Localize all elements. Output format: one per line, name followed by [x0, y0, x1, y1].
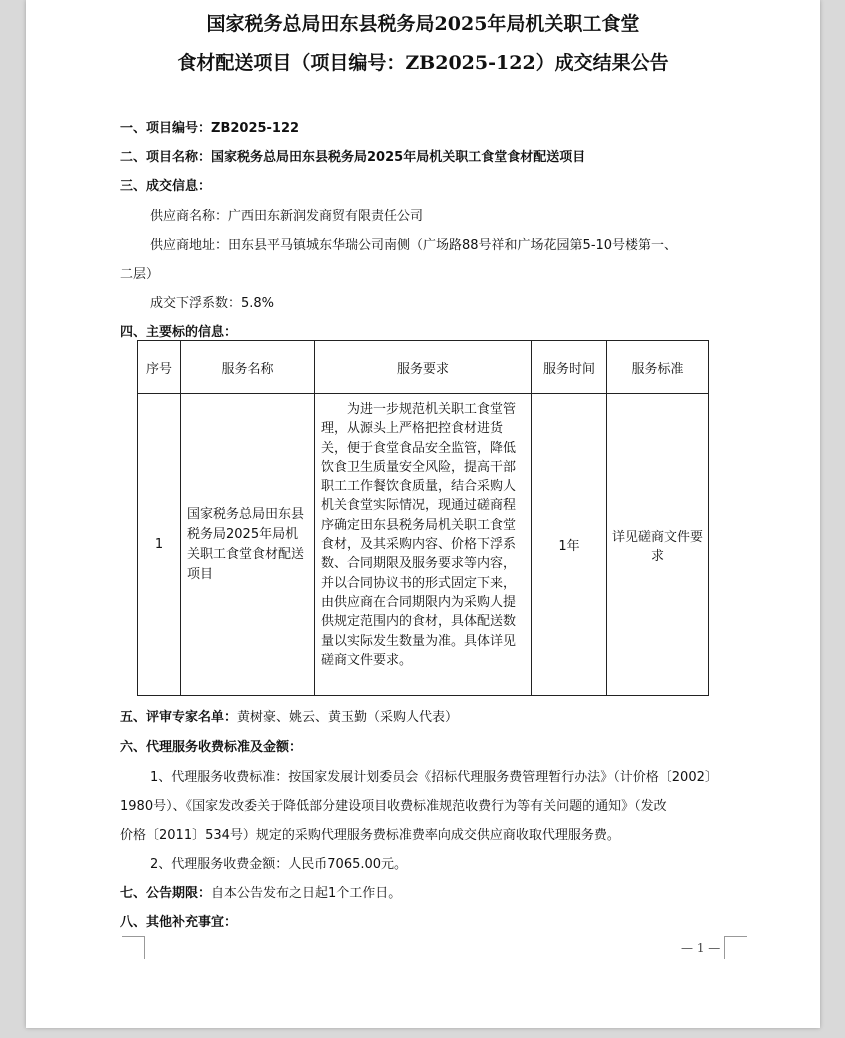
fee-standard-line-2: 1980号）、《国家发改委关于降低部分建设项目收费标准规范收费行为等有关问题的通知》（发改: [120, 799, 667, 814]
deal-info-heading: 三、成交信息：: [120, 179, 212, 194]
header-no: 序号: [138, 341, 181, 394]
header-requirement: 服务要求: [315, 341, 532, 394]
cell-requirement: [315, 394, 532, 696]
fee-standard-line-1: 1、代理服务收费标准：按国家发展计划委员会《招标代理服务费管理暂行办法》（计价格〔2002〕: [150, 770, 718, 785]
supplier-name: 供应商名称：广西田东新润发商贸有限责任公司: [150, 209, 424, 224]
section-label: 一、项目编号：: [120, 121, 212, 136]
fee-amount: 2、代理服务收费金额：人民币7065.00元。: [150, 857, 408, 872]
main-items-heading: 四、主要标的信息：: [120, 325, 238, 340]
header-service-standard: 服务标准: [607, 341, 709, 394]
title-line-1: 国家税务总局田东县税务局2025年局机关职工食堂: [206, 13, 640, 35]
supplier-address-line-1: 供应商地址：田东县平马镇城东华瑞公司南侧（广场路88号祥和广场花园第5-10号楼第一、: [150, 238, 678, 253]
agency-fee-heading: 六、代理服务收费标准及金额：: [120, 740, 303, 755]
title-line-2: 食材配送项目（项目编号：ZB2025-122）成交结果公告: [177, 52, 669, 74]
section-label: 二、项目名称：: [120, 150, 212, 165]
header-service-time: 服务时间: [532, 341, 607, 394]
project-name-value: 国家税务总局田东县税务局2025年局机关职工食堂食材配送项目: [211, 150, 586, 165]
margin-corner-mark: [122, 936, 145, 959]
margin-corner-mark: [724, 936, 747, 959]
project-number: [120, 117, 299, 136]
cell-service-standard: 详见磋商文件要求: [607, 394, 709, 696]
other-matters-heading: 八、其他补充事宜：: [120, 915, 238, 930]
header-service-name: 服务名称: [181, 341, 315, 394]
main-items-table: [137, 340, 709, 696]
project-number-value: ZB2025-122: [211, 121, 300, 136]
cell-no: 1: [138, 394, 181, 696]
section-label: 七、公告期限：: [120, 886, 212, 901]
section-label: 五、评审专家名单：: [120, 710, 238, 725]
page-number: — 1 —: [681, 941, 721, 955]
requirement-text: 为进一步规范机关职工食堂管理，从源头上严格把控食材进货关，便于食堂食品安全监管，降低饮食卫生质量安全风险，提高干部职工工作餐饮食质量，结合采购人机关食堂实际情况，现通过磋商程序确定田东县税务局机关职工食堂食材，及其采购内容、价格下浮系数、合同期限及服务要求等内容，并以合同协议书的形式固定下来，由供应商在合同期限内为采购人提供规定范围内的食材，具体配送数量以实际发生数量为准。具体详见磋商文件要求。: [321, 402, 517, 668]
project-name: [120, 146, 585, 165]
cell-service-time: 1年: [532, 394, 607, 696]
fee-standard-line-3: 价格〔2011〕534号）规定的采购代理服务费标准费率向成交供应商收取代理服务费。: [120, 828, 620, 843]
discount-rate: 成交下浮系数：5.8%: [150, 296, 275, 311]
table-header-row: [138, 341, 709, 394]
table-row: [138, 394, 709, 696]
notice-period: [120, 882, 401, 901]
notice-period-value: 自本公告发布之日起1个工作日。: [211, 886, 402, 901]
review-experts-value: 黄树豪、姚云、黄玉勤（采购人代表）: [237, 710, 459, 725]
supplier-address-line-2: 二层）: [120, 267, 160, 282]
document-page: [26, 0, 820, 1028]
cell-service-name: 国家税务总局田东县税务局2025年局机关职工食堂食材配送项目: [181, 394, 315, 696]
review-experts: [120, 706, 458, 725]
